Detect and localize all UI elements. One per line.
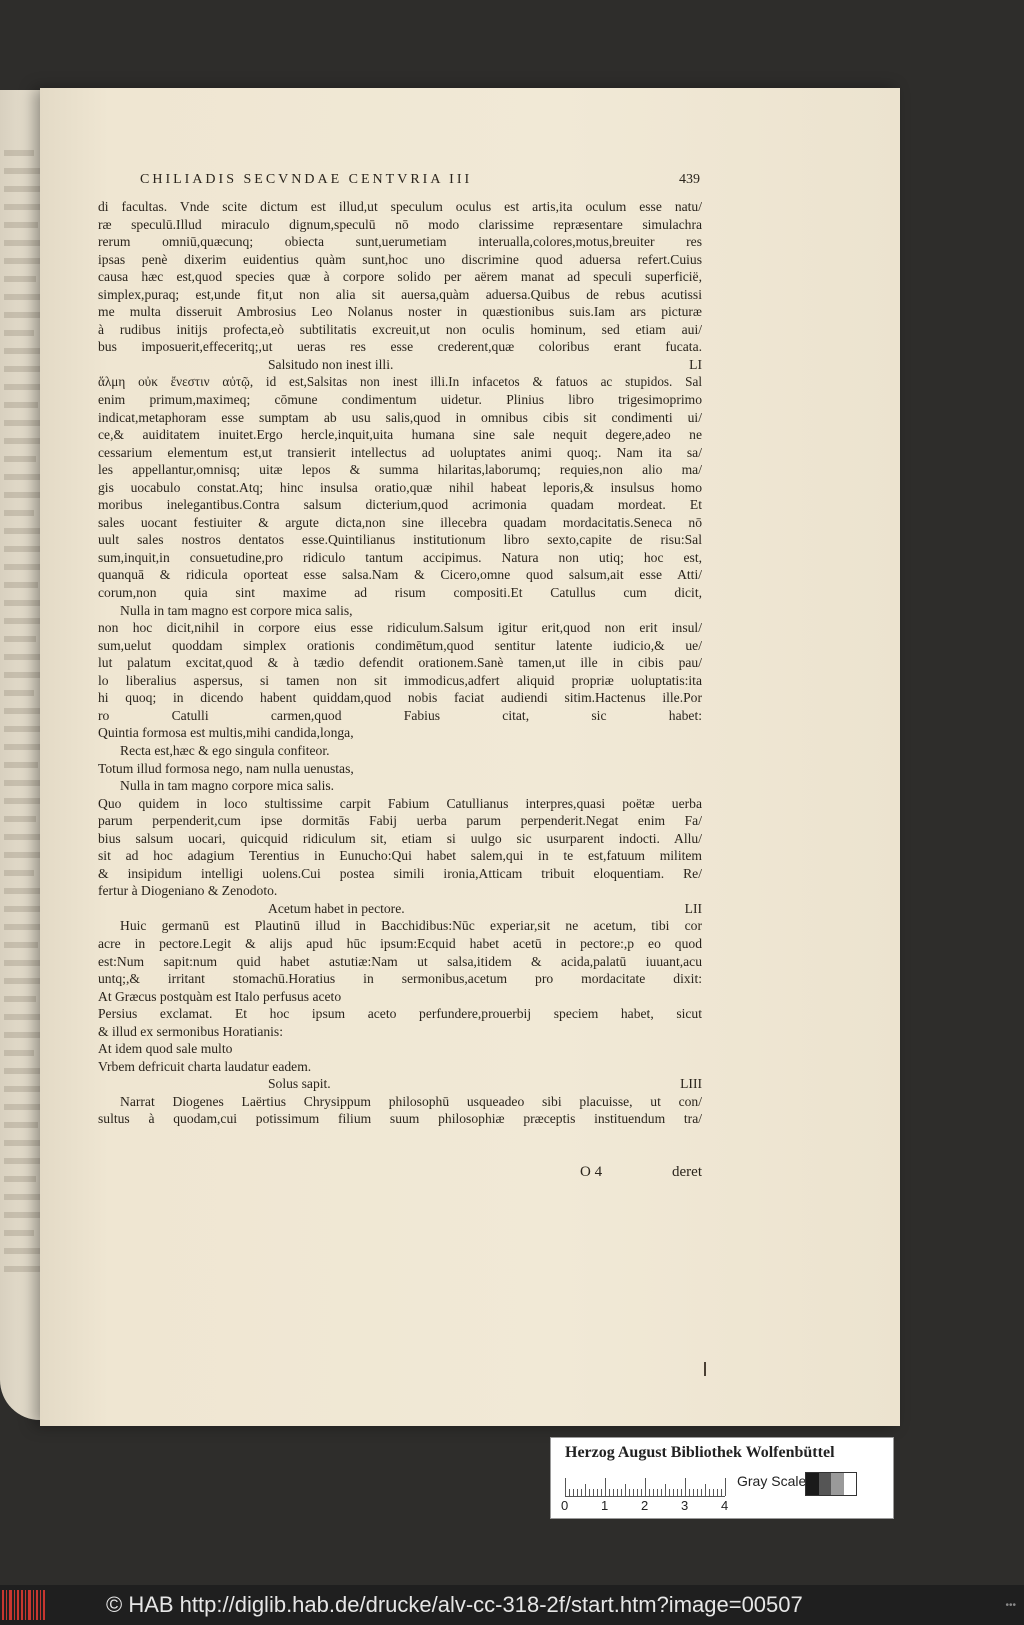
ruler-tick	[585, 1484, 586, 1496]
ruler-number: 4	[721, 1498, 729, 1513]
ruler-number: 2	[641, 1498, 649, 1513]
ruler-tick	[665, 1484, 666, 1496]
bleed-through-line	[4, 276, 36, 282]
line-text: cessarium elementum est,ut transierit intellectus ad uoluptates animi quoq;. Nam ita sa/	[98, 444, 702, 460]
bleed-through-line	[4, 888, 40, 894]
adage-title: Salsitudo non inest illi.	[268, 356, 394, 372]
line-text: ce,& auiditatem inuitet.Ergo hercle,inquit,uita humana sine sale nequit degere,adeo ne	[98, 427, 702, 443]
adage-heading	[98, 356, 702, 374]
ruler-tick	[709, 1489, 710, 1496]
ruler-tick	[637, 1489, 638, 1496]
text-line	[98, 970, 702, 988]
barcode-bar	[25, 1590, 26, 1620]
line-text: ro Catulli carmen,quod Fabius citat, sic habet:	[98, 707, 702, 723]
line-text: Narrat Diogenes Laërtius Chrysippum philosophū usqueadeo sibi placuisse, ut con/	[120, 1093, 702, 1109]
ruler-tick	[717, 1489, 718, 1496]
barcode-bar	[2, 1590, 4, 1620]
line-text: Quo quidem in loco stultissime carpit Fabium Catullianus interpres,quasi poëtæ uerba	[98, 795, 702, 811]
barcode-bar	[33, 1590, 34, 1620]
footer-dots: •••	[1005, 1599, 1016, 1611]
line-text: acre in pectore.Legit & alijs apud hūc ipsum:Ecquid habet acetū in pectore:,p eo quod	[98, 935, 702, 951]
ruler-tick	[641, 1489, 642, 1496]
bleed-through-line	[4, 816, 36, 822]
bleed-through-line	[4, 1014, 42, 1020]
text-line	[98, 865, 702, 883]
adage-title: Solus sapit.	[268, 1076, 331, 1092]
line-text: At idem quod sale multo	[98, 1041, 233, 1057]
ruler-tick	[625, 1484, 626, 1496]
ruler-tick	[569, 1489, 570, 1496]
adage-title: Acetum habet in pectore.	[268, 900, 405, 916]
text-line	[98, 251, 702, 269]
bleed-through-line	[4, 1230, 34, 1236]
footer-bar	[0, 1585, 1024, 1625]
text-line	[98, 496, 702, 514]
bleed-through-line	[4, 1194, 42, 1200]
text-line	[98, 847, 702, 865]
ruler-tick	[653, 1489, 654, 1496]
text-line	[98, 988, 702, 1006]
ruler-tick	[657, 1489, 658, 1496]
text-line	[98, 637, 702, 655]
ruler-tick	[701, 1489, 702, 1496]
bleed-through-line	[4, 330, 34, 336]
line-text: les appellantur,omnisq; uitæ lepos & summa hilaritas,laborumq; requies,non alio ma/	[98, 462, 702, 478]
catchword: deret	[672, 1164, 702, 1180]
line-text: Recta est,hæc & ego singula confiteor.	[120, 742, 330, 758]
text-line	[98, 391, 702, 409]
ruler-tick	[609, 1489, 610, 1496]
text-line	[98, 602, 702, 620]
catchword-line	[580, 1164, 702, 1181]
bleed-through-line	[4, 600, 44, 606]
gray-swatch	[819, 1473, 832, 1495]
scale-ruler	[565, 1474, 725, 1497]
line-text: me multa disseruit Ambrosius Leo Nolanus noster in quæstionibus suis.Iam ars picturæ	[98, 304, 702, 320]
line-text: ræ speculū.Illud miraculo dignum,speculū nō modo clarissime repræsentare simulachra	[98, 216, 702, 232]
text-line	[98, 777, 702, 795]
line-text: ipsas penè dixerim euidentius quàm sunt,hoc uno discrimine quod aduersa refert.Cuius	[98, 251, 702, 267]
line-text: Quintia formosa est multis,mihi candida,longa,	[98, 725, 354, 741]
barcode-bar	[43, 1590, 45, 1620]
line-text: sultus à quodam,cui potissimum filium suum philosophiæ præceptis instituendum tra/	[98, 1111, 702, 1127]
ruler-tick	[721, 1489, 722, 1496]
line-text: sit ad hoc adagium Terentius in Eunucho:Qui habet salem,qui in te est,fatuum militem	[98, 848, 702, 864]
text-line	[98, 953, 702, 971]
ruler-tick	[617, 1489, 618, 1496]
bleed-through-line	[4, 1176, 36, 1182]
line-text: quanquā & ridicula oporteat esse salsa.Nam & Cicero,omne quod salsum,ait esse Atti/	[98, 567, 702, 583]
adage-heading	[98, 1075, 702, 1093]
adage-heading	[98, 900, 702, 918]
ruler-tick	[577, 1489, 578, 1496]
stray-mark	[704, 1362, 706, 1376]
line-text: hi quoq; in dicendo habent quiddam,quod nobis faciat audiendi sitim.Hactenus ille.Por	[98, 690, 702, 706]
text-line	[98, 514, 702, 532]
text-line	[98, 303, 702, 321]
text-line	[98, 444, 702, 462]
bleed-through-line	[4, 1140, 44, 1146]
ruler-tick	[669, 1489, 670, 1496]
barcode-bar	[6, 1590, 7, 1620]
bleed-through-line	[4, 636, 36, 642]
ruler-tick	[593, 1489, 594, 1496]
bleed-through-line	[4, 240, 44, 246]
ruler-tick	[601, 1489, 602, 1496]
text-line	[98, 917, 702, 935]
text-line	[98, 566, 702, 584]
running-head-title: CHILIADIS SECVNDAE CENTVRIA III	[140, 172, 473, 187]
text-line	[98, 935, 702, 953]
text-line	[98, 479, 702, 497]
bleed-through-line	[4, 1122, 38, 1128]
bleed-through-line	[4, 420, 44, 426]
bleed-through-line	[4, 294, 42, 300]
text-line	[98, 724, 702, 742]
gray-swatch	[844, 1473, 857, 1495]
line-text: sum,uelut quoddam simplex orationis condimētum,quod sentitur latente iudicio,& ue/	[98, 637, 702, 653]
bleed-through-line	[4, 528, 40, 534]
line-text: di facultas. Vnde scite dictum est illud,ut speculum oculus est artis,ita oculum esse natu/	[98, 199, 702, 214]
adage-number: LIII	[680, 1076, 702, 1092]
greek-lemma-line: ἅλμη οὐκ ἔνεστιν αὐτῷ, id est,Salsitas non inest illi.In infacetos & fatuos ac stupidos. Sal	[98, 374, 702, 390]
barcode-bar	[36, 1590, 38, 1620]
ruler-tick	[649, 1489, 650, 1496]
ruler-tick	[645, 1478, 646, 1496]
text-line	[98, 1093, 702, 1111]
text-line	[98, 461, 702, 479]
text-line	[98, 216, 702, 234]
signature-mark: O 4	[580, 1164, 603, 1180]
bleed-through-line	[4, 870, 34, 876]
ruler-tick	[685, 1478, 686, 1496]
text-line	[98, 1058, 702, 1076]
text-line	[98, 1040, 702, 1058]
text-line	[98, 707, 702, 725]
adage-number: LII	[684, 900, 702, 916]
ruler-tick	[693, 1489, 694, 1496]
ruler-number: 1	[601, 1498, 609, 1513]
text-line	[98, 689, 702, 707]
page-text	[98, 198, 702, 1128]
line-text: sum,inquit,in consuetudine,pro ridiculo tantum accipimus. Natura non utiq; hoc est,	[98, 549, 702, 565]
bleed-through-line	[4, 942, 38, 948]
bleed-through-line	[4, 690, 34, 696]
gray-swatch	[831, 1473, 844, 1495]
bleed-through-line	[4, 168, 40, 174]
line-text: bius salsum uocari, quicquid ridiculum sit, etiam si uulgo sic usurparent indocti. Allu/	[98, 830, 702, 846]
ruler-tick	[573, 1489, 574, 1496]
line-text: à rudibus initijs profecta,eò subtilitatis excreuit,ut non oculis hominum, sed etiam aui/	[98, 321, 702, 337]
barcode-bar	[21, 1590, 23, 1620]
bleed-through-line	[4, 1248, 40, 1254]
line-text: Totum illud formosa nego, nam nulla uenustas,	[98, 760, 354, 776]
ruler-tick	[589, 1489, 590, 1496]
bleed-through-line	[4, 834, 42, 840]
barcode-bar	[9, 1590, 12, 1620]
running-head	[140, 172, 700, 188]
bleed-through-line	[4, 582, 38, 588]
text-line	[98, 795, 702, 813]
bleed-through-line	[4, 960, 44, 966]
footer-credit-link[interactable]: © HAB http://diglib.hab.de/drucke/alv-cc-318-2f/start.htm?image=00507	[106, 1592, 803, 1617]
line-text: indicat,metaphoram esse sumptam ab usu salis,quod in omnibus cibis sit condimenti ui/	[98, 409, 702, 425]
text-line	[98, 1023, 702, 1041]
line-text: & insipidum intelligi uolens.Cui postea simili ironia,Atticam tribuit eloquentiam. Re/	[98, 865, 702, 881]
barcode-bar	[40, 1590, 41, 1620]
color-calibration-card	[550, 1437, 894, 1519]
gray-scale-label: Gray Scale	[737, 1473, 807, 1489]
gray-scale-bar	[805, 1472, 857, 1496]
bleed-through-line	[4, 456, 36, 462]
gray-swatch	[806, 1473, 819, 1495]
ruler-tick	[633, 1489, 634, 1496]
ruler-tick	[597, 1489, 598, 1496]
ruler-tick	[613, 1489, 614, 1496]
ruler-tick	[605, 1478, 606, 1496]
text-line	[98, 549, 702, 567]
bleed-through-line	[4, 708, 40, 714]
line-text: Huic germanū est Plautinū illud in Bacchidibus:Nūc experiar,sit ne acetum, tibi cor	[120, 918, 702, 934]
barcode-bar	[28, 1590, 31, 1620]
bleed-through-line	[4, 348, 40, 354]
text-line	[98, 531, 702, 549]
line-text: rerum omniū,quæcunq; obiecta sunt,uerumetiam interualla,colores,motus,breuiter res	[98, 234, 702, 250]
line-text: non hoc dicit,nihil in corpore eius esse ridiculum.Salsum igitur erit,quod non erit insul/	[98, 620, 702, 636]
bleed-through-line	[4, 402, 38, 408]
bleed-through-line	[4, 654, 42, 660]
line-text: Vrbem defricuit charta laudatur eadem.	[98, 1058, 312, 1074]
text-line	[98, 654, 702, 672]
line-text: untq;,& irritant stomachū.Horatius in sermonibus,acetum pro mordacitate dixit:	[98, 971, 702, 987]
line-text: enim primum,maximeq; cōmune condimentum uidetur. Plinius libro trigesimoprimo	[98, 392, 702, 408]
ruler-tick	[681, 1489, 682, 1496]
bleed-through-line	[4, 474, 42, 480]
line-text: gis uocabulo constat.Atq; hinc insulsa oratio,quæ nihil habeat leporis,& insulsus homo	[98, 479, 702, 495]
text-line	[98, 812, 702, 830]
text-line	[98, 742, 702, 760]
bleed-through-line	[4, 1068, 40, 1074]
ruler-number: 0	[561, 1498, 569, 1513]
bleed-through-line	[4, 996, 36, 1002]
text-line	[98, 584, 702, 602]
bleed-through-line	[4, 222, 38, 228]
barcode-icon	[2, 1590, 48, 1620]
line-text: Nulla in tam magno est corpore mica salis,	[120, 602, 353, 618]
line-text: lut palatum excitat,quod & à tædio defendit orationem.Sanè tamen,ut ille in cibis pau/	[98, 655, 702, 671]
barcode-bar	[17, 1590, 19, 1620]
text-line	[98, 672, 702, 690]
text-line	[98, 830, 702, 848]
text-line	[98, 286, 702, 304]
line-text: Nulla in tam magno corpore mica salis.	[120, 778, 335, 794]
folio-number: 439	[679, 172, 700, 187]
ruler-tick	[725, 1478, 726, 1496]
ruler-tick	[677, 1489, 678, 1496]
text-line	[98, 1110, 702, 1128]
line-text: & illud ex sermonibus Horatianis:	[98, 1023, 284, 1039]
line-text: sales uocant festiuiter & argute dicta,non sine illecebra quadam mordacitatis.Seneca nō	[98, 514, 702, 530]
adage-number: LI	[689, 356, 702, 372]
text-line	[98, 268, 702, 286]
text-line	[98, 373, 702, 391]
line-text: lo liberalius aspersus, si tamen non sit immodicus,adfert aliquid propriæ uoluptatis:ita	[98, 672, 702, 688]
text-line	[98, 760, 702, 778]
ruler-tick	[705, 1484, 706, 1496]
ruler-tick	[673, 1489, 674, 1496]
text-line	[98, 321, 702, 339]
text-line	[98, 198, 702, 216]
text-line	[98, 409, 702, 427]
bleed-through-line	[4, 510, 34, 516]
line-text: Persius exclamat. Et hoc ipsum aceto perfundere,prouerbij speciem habet, sicut	[98, 1006, 702, 1022]
bleed-through-line	[4, 780, 44, 786]
line-text: At Græcus postquàm est Italo perfusus aceto	[98, 988, 342, 1004]
ruler-tick	[581, 1489, 582, 1496]
ruler-number: 3	[681, 1498, 689, 1513]
barcode-bar	[14, 1590, 15, 1620]
bleed-through-line	[4, 762, 38, 768]
line-text: simplex,puraq; est,unde fit,ut non alia sit auersa,quàm aduersa.Quibus de rebus acutissi	[98, 286, 702, 302]
line-text: causa hæc est,quod species quæ à corpore solido per aërem manat ad speculi superficië,	[98, 269, 702, 285]
ruler-tick	[629, 1489, 630, 1496]
ruler-tick	[689, 1489, 690, 1496]
ruler-tick	[697, 1489, 698, 1496]
text-line	[98, 426, 702, 444]
text-line	[98, 1005, 702, 1023]
line-text: bus imposuerit,effeceritq;,ut ueras res esse crederent,quæ coloribus erant fucata.	[98, 339, 702, 355]
bleed-through-line	[4, 1050, 34, 1056]
line-text: uult sales nostros dentatos esse.Quintilianus institutionum libro sexto,capite de risu:Sal	[98, 532, 702, 548]
ruler-tick	[713, 1489, 714, 1496]
line-text: parum perpenderit,cum ipse dormitās Fabij uerba parum perpenderit.Negat enim Fa/	[98, 813, 702, 829]
text-line	[98, 233, 702, 251]
line-text: moribus inelegantibus.Contra salsum dicterium,quod acrimonia quadam mordeat. Et	[98, 497, 702, 513]
text-line	[98, 619, 702, 637]
library-name: Herzog August Bibliothek Wolfenbüttel	[565, 1444, 835, 1461]
ruler-tick	[565, 1478, 566, 1496]
line-text: corum,non quia sint maxime ad risum compositi.Et Catullus cum dicit,	[98, 585, 702, 601]
line-text: fertur à Diogeniano & Zenodoto.	[98, 883, 278, 899]
text-line	[98, 338, 702, 356]
bleed-through-line	[4, 150, 34, 156]
ruler-tick	[661, 1489, 662, 1496]
text-line	[98, 882, 702, 900]
ruler-tick	[621, 1489, 622, 1496]
line-text: est:Num sapit:num quid habet astutiæ:Nam ut salsa,itidem & acida,palatū iuuant,acu	[98, 953, 702, 969]
